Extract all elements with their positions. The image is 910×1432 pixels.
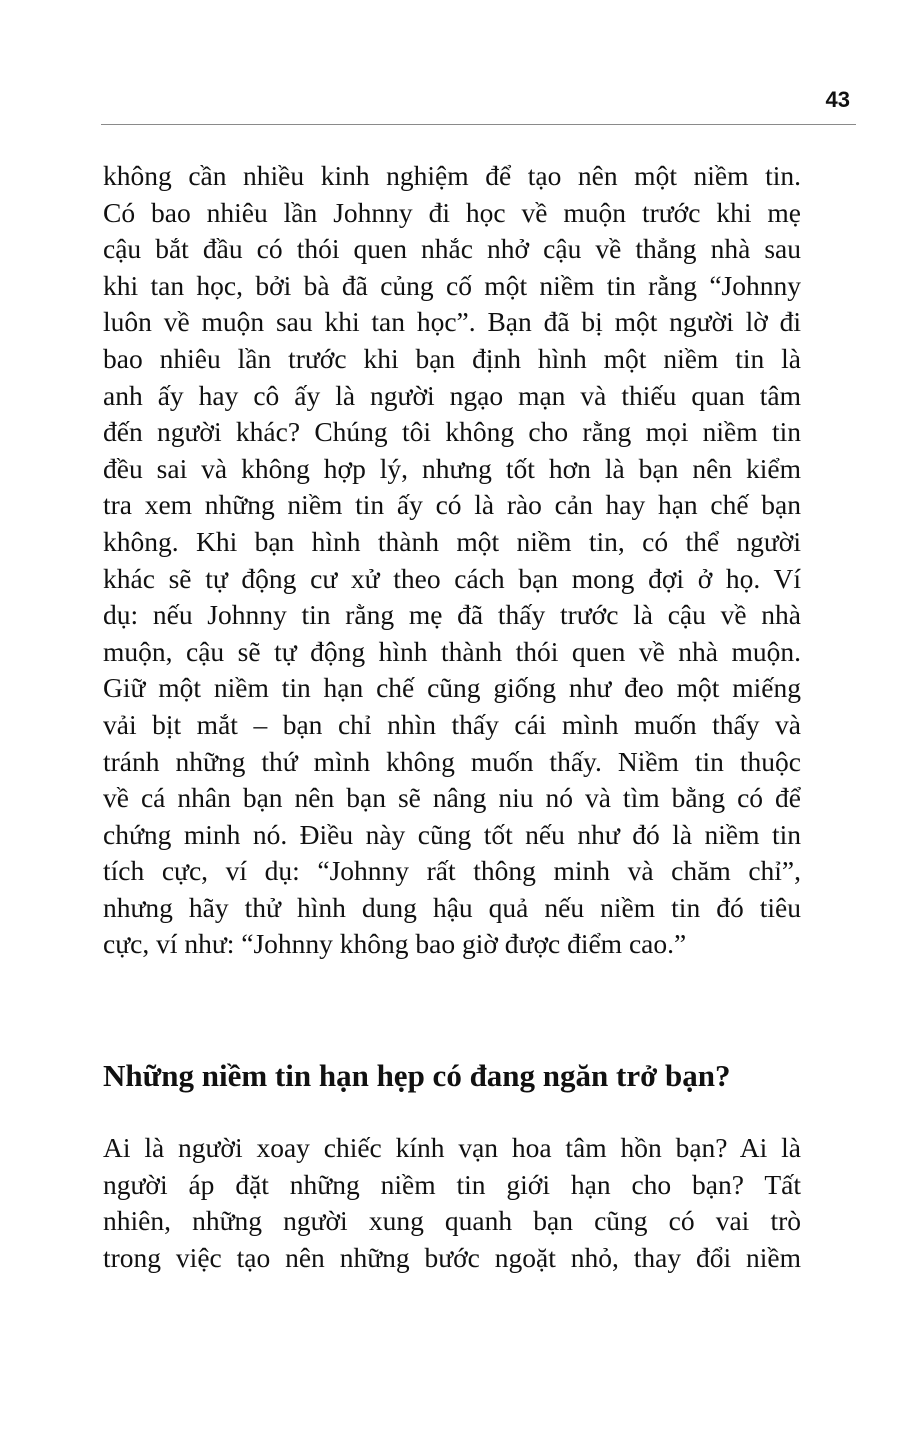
text-line: cực, ví như: “Johnny không bao giờ được điểm cao.” [103,928,687,960]
text-line: tra xem những niềm tin ấy có là rào cản hay hạn chế bạn [103,489,801,521]
text-line: cậu bắt đầu có thói quen nhắc nhở cậu về thẳng nhà sau [103,233,801,265]
text-line: chứng minh nó. Điều này cũng tốt nếu như đó là niềm tin [103,818,801,850]
text-line: muộn, cậu sẽ tự động hình thành thói quen về nhà muộn. [103,635,801,667]
text-line: nhưng hãy thử hình dung hậu quả nếu niềm tin đó tiêu [103,891,801,923]
text-line: trong việc tạo nên những bước ngoặt nhỏ, thay đổi niềm [103,1241,801,1273]
section-heading: Những niềm tin hạn hẹp có đang ngăn trở bạn? [103,1058,731,1093]
text-line: vải bịt mắt – bạn chỉ nhìn thấy cái mình muốn thấy và [103,708,801,740]
text-line: luôn về muộn sau khi tan học”. Bạn đã bị một người lờ đi [103,306,801,338]
text-line: khi tan học, bởi bà đã củng cố một niềm tin rằng “Johnny [103,269,801,301]
text-line: về cá nhân bạn nên bạn sẽ nâng niu nó và tìm bằng có để [103,782,801,814]
text-line: tích cực, ví dụ: “Johnny rất thông minh và chăm chỉ”, [103,855,801,887]
text-line: Ai là người xoay chiếc kính vạn hoa tâm hồn bạn? Ai là [103,1132,801,1163]
text-line: dụ: nếu Johnny tin rằng mẹ đã thấy trước là cậu về nhà [103,599,801,631]
text-line: người áp đặt những niềm tin giới hạn cho bạn? Tất [103,1168,801,1200]
text-line: Có bao nhiêu lần Johnny đi học về muộn trước khi mẹ [103,196,801,228]
text-line: anh ấy hay cô ấy là người ngạo mạn và thiếu quan tâm [103,379,801,411]
header-rule [101,124,856,125]
text-line: Giữ một niềm tin hạn chế cũng giống như đeo một miếng [103,672,801,704]
text-line: nhiên, những người xung quanh bạn cũng có vai trò [103,1205,801,1237]
text-line: bao nhiêu lần trước khi bạn định hình một niềm tin là [103,342,801,374]
body-paragraph-1 [103,158,801,963]
text-line: không. Khi bạn hình thành một niềm tin, có thể người [103,525,801,557]
text-line: đều sai và không hợp lý, nhưng tốt hơn là bạn nên kiểm [103,452,801,484]
page-number: 43 [825,87,850,112]
text-line: đến người khác? Chúng tôi không cho rằng mọi niềm tin [103,416,801,448]
body-paragraph-2 [103,1130,801,1276]
text-line: không cần nhiều kinh nghiệm để tạo nên một niềm tin. [103,160,801,191]
text-line: khác sẽ tự động cư xử theo cách bạn mong đợi ở họ. Ví [103,562,801,594]
text-line: tránh những thứ mình không muốn thấy. Niềm tin thuộc [103,745,801,777]
